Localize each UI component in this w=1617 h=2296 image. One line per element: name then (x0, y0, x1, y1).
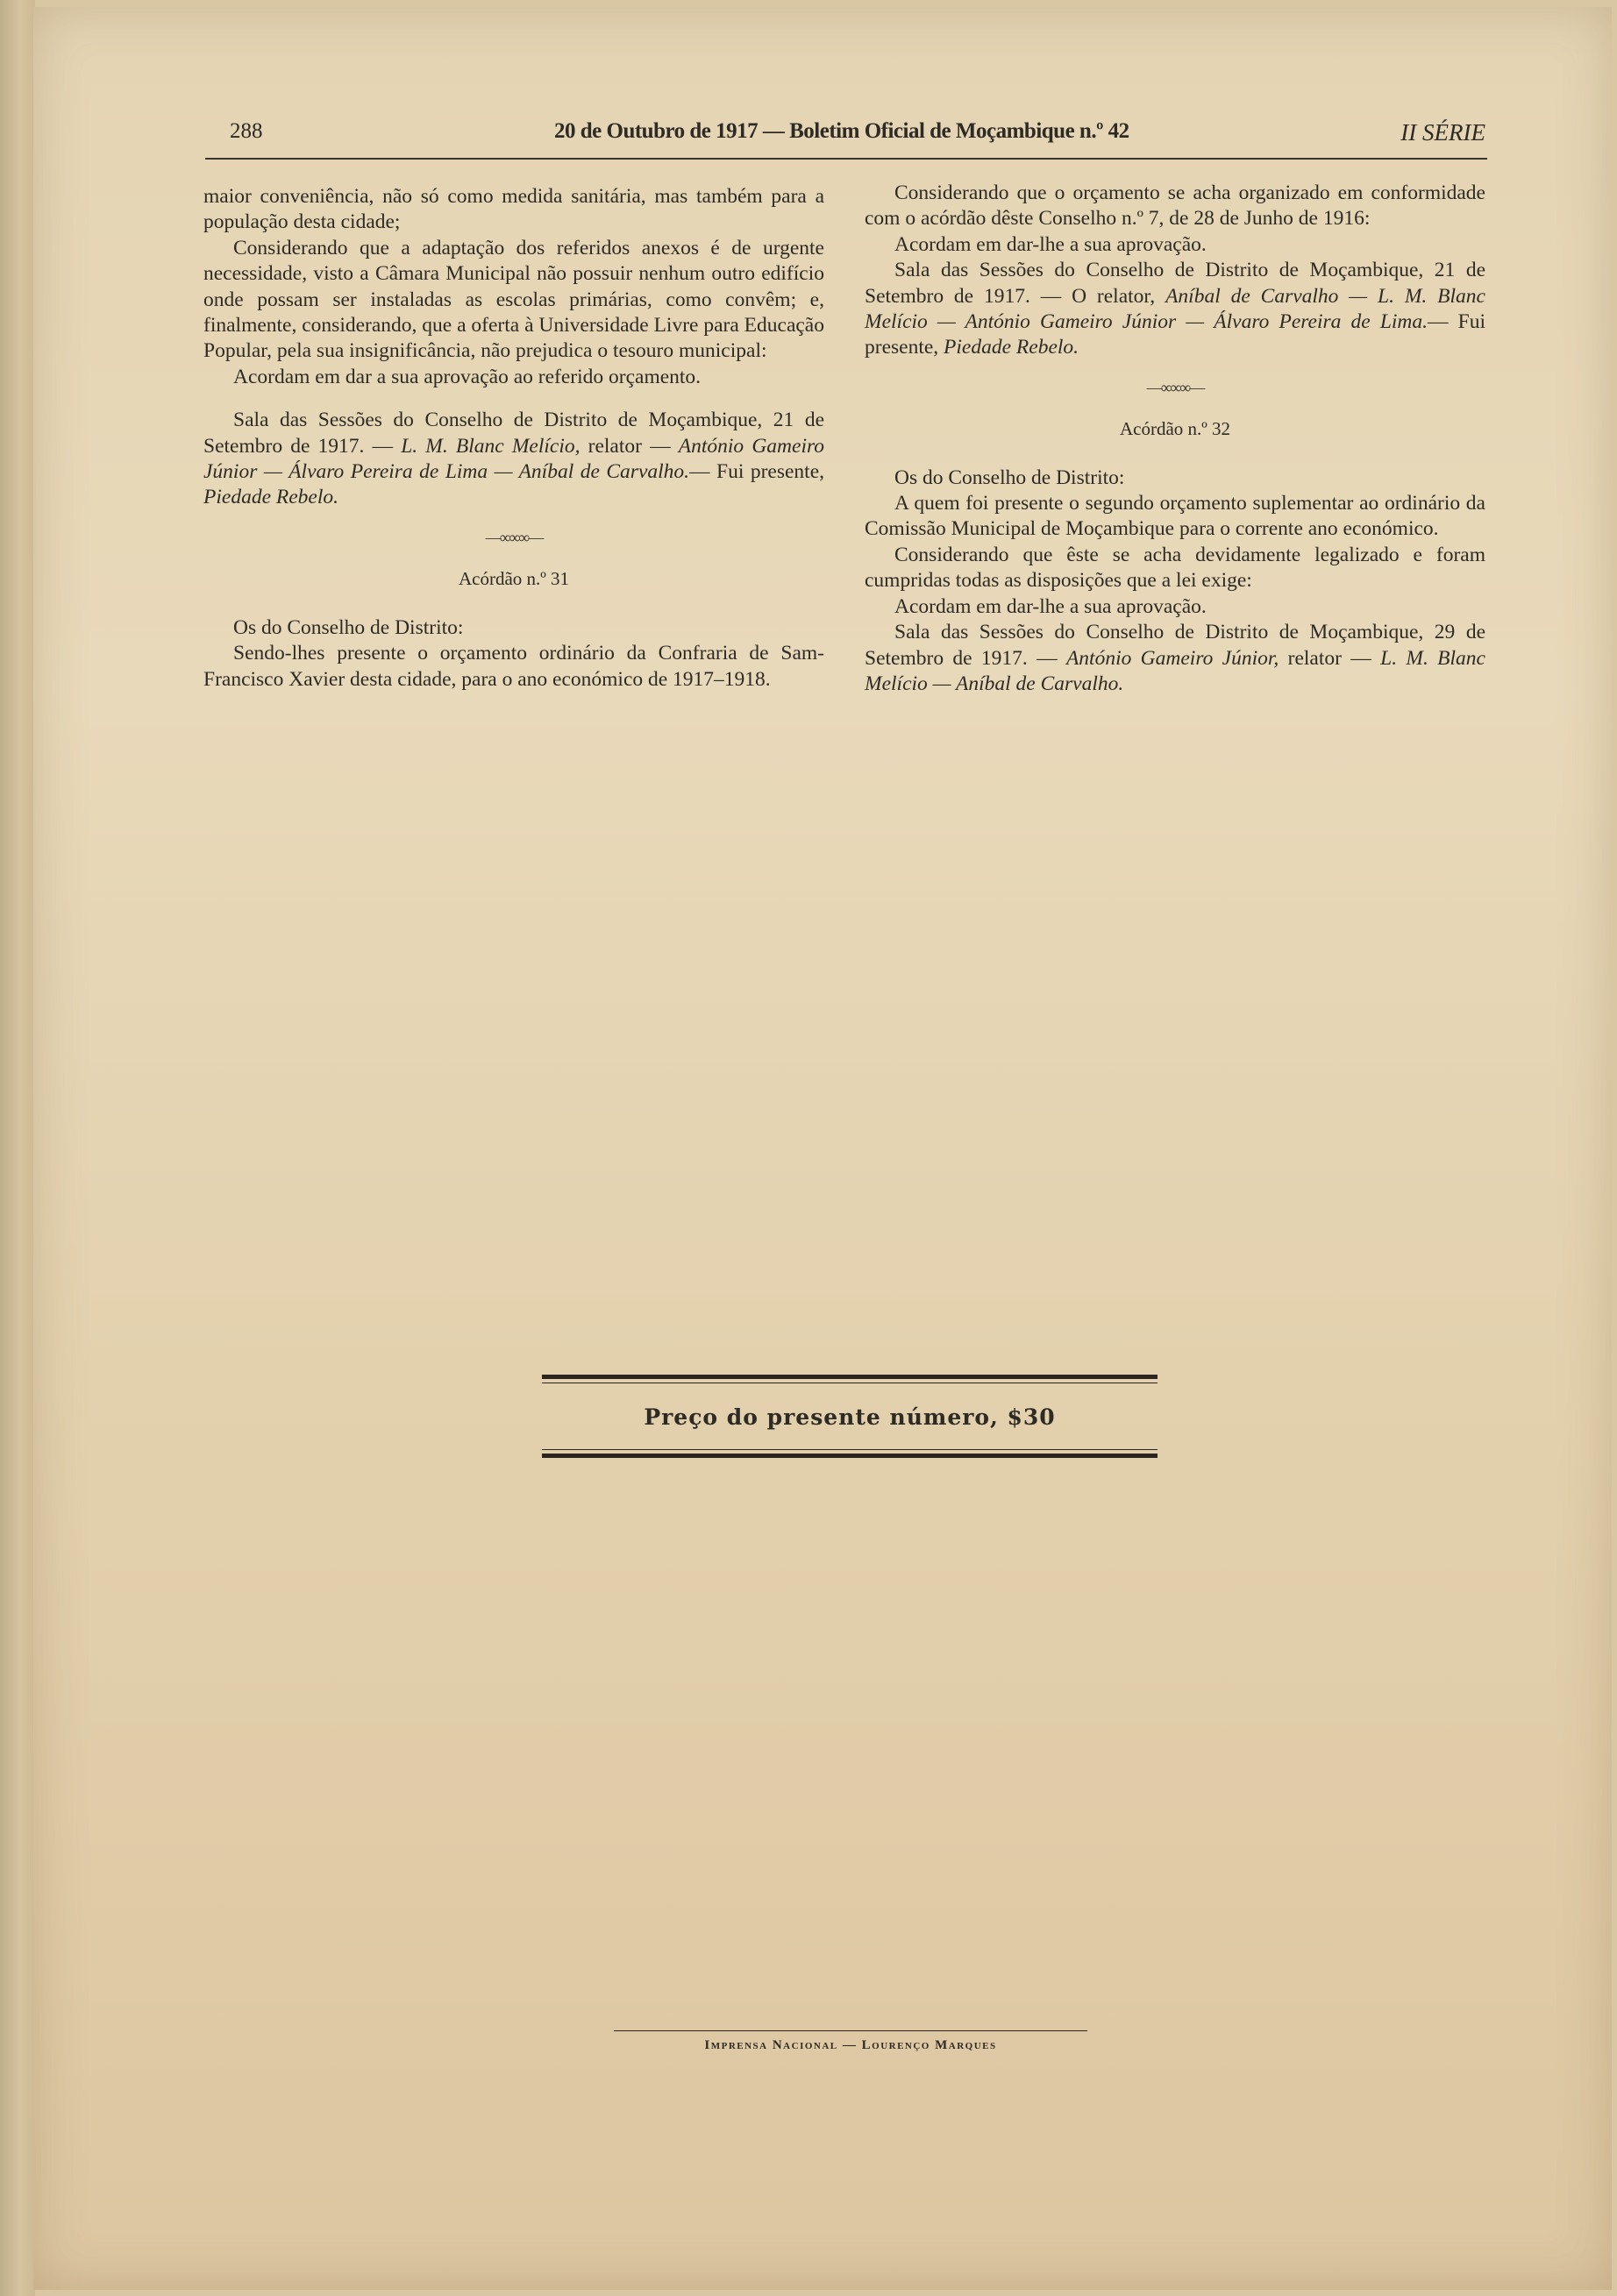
ornament-divider: —∞∞∞— (485, 528, 543, 546)
text-run: relator — (580, 434, 679, 458)
header-rule (205, 158, 1487, 160)
printer-imprint: Imprensa Nacional — Lourenço Marques (704, 2038, 997, 2052)
signature-paragraph (865, 258, 1485, 361)
paragraph: Sendo-lhes presente o orçamento ordinário da Confraria de Sam-Francisco Xavier desta cidade, para o ano económico de 1917–1918. (203, 642, 824, 691)
text-run: — Fui presente, (865, 310, 1485, 359)
signatory-name: Piedade Rebelo. (944, 336, 1079, 359)
signatory-names: Aníbal de Carvalho — L. M. Blanc Melício — António Gameiro Júnior — Álvaro Pereira de Lima. (865, 284, 1485, 334)
acordao-title: Acórdão n.º 31 (458, 568, 570, 590)
header-date-title: 20 de Outubro de 1917 — Boletim Oficial de Moçambique n.º 42 (554, 119, 1129, 143)
double-rule-bottom-thin (542, 1449, 1158, 1450)
signatory-name: António Gameiro Júnior, (1065, 646, 1279, 670)
right-column (865, 181, 1485, 697)
page-number: 288 (230, 119, 263, 143)
page-header (230, 114, 1485, 149)
text-run: Sala das Sessões do Conselho de Distrito de Moçambique, 29 de Setembro de 1917. — (865, 621, 1485, 670)
footer-rule (614, 2030, 1087, 2031)
signatory-name: L. M. Blanc Melício, (401, 434, 581, 458)
text-run: Sala das Sessões do Conselho de Distrito de Moçambique, 21 de Setembro de 1917. — O relator, (865, 259, 1485, 308)
signatory-name: Piedade Rebelo. (203, 486, 338, 509)
left-column (203, 184, 824, 693)
signatory-names: L. M. Blanc Melício — Aníbal de Carvalho. (865, 646, 1485, 695)
signatory-names: António Gameiro Júnior — Álvaro Pereira de Lima — Aníbal de Carvalho. (203, 434, 824, 484)
paragraph: Acordam em dar-lhe a sua aprovação. (894, 594, 1207, 618)
acordao-title: Acórdão n.º 32 (1119, 418, 1231, 440)
paragraph: Considerando que a adaptação dos referidos anexos é de urgente necessidade, visto a Câmara Municipal não possuir nenhum outro edifício onde possam ser instaladas as escolas primárias, como convêm; e, finalmente, considerando, que a oferta à Universidade Livre para Educação Popular, pela sua insignificância, não prejudica o tesouro municipal: (203, 236, 824, 363)
paragraph: Considerando que o orçamento se acha organizado em conformidade com o acórdão dêste Conselho n.º 7, de 28 de Junho de 1916: (865, 181, 1485, 231)
paragraph: Acordam em dar-lhe a sua aprovação. (894, 232, 1207, 256)
signature-paragraph (203, 408, 824, 511)
double-rule-top (542, 1375, 1158, 1379)
header-series: II SÉRIE (1400, 119, 1485, 146)
paragraph: Os do Conselho de Distrito: (894, 466, 1125, 489)
price-notice-box (542, 1375, 1158, 1459)
text-run: Sala das Sessões do Conselho de Distrito de Moçambique, 21 de Setembro de 1917. — (203, 409, 824, 458)
ornament-divider: —∞∞∞— (1146, 378, 1204, 396)
signature-paragraph (865, 620, 1485, 697)
double-rule-bottom (542, 1454, 1158, 1458)
price-notice: Preço do presente número, $30 (644, 1404, 1056, 1430)
page-fold-edge (0, 0, 35, 2296)
paragraph: A quem foi presente o segundo orçamento suplementar ao ordinário da Comissão Municipal de Moçambique para o corrente ano económico. (865, 492, 1485, 541)
paragraph: maior conveniência, não só como medida sanitária, mas também para a população desta cidade; (203, 185, 824, 234)
paragraph: Os do Conselho de Distrito: (233, 615, 464, 639)
paragraph: Considerando que êste se acha devidamente legalizado e foram cumpridas todas as disposições que a lei exige: (865, 543, 1485, 593)
text-run: — Fui presente, (689, 460, 825, 484)
paragraph: Acordam em dar a sua aprovação ao referido orçamento. (233, 365, 702, 388)
text-run: relator — (1279, 646, 1381, 670)
